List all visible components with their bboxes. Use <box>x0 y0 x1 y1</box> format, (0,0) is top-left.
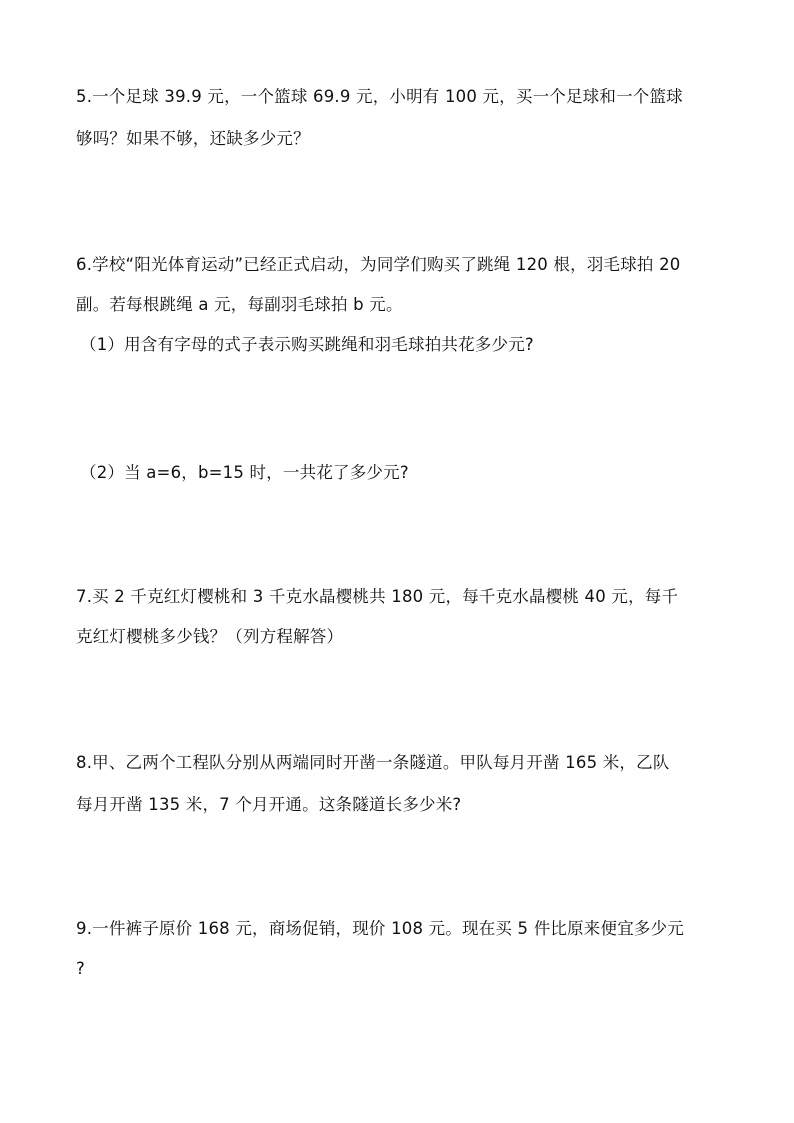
question-text-line: 副。若每根跳绳 a 元，每副羽毛球拍 b 元。 <box>76 295 403 314</box>
question-text-line: 克红灯樱桃多少钱？（列方程解答） <box>76 627 344 646</box>
question-text-line: 6.学校“阳光体育运动”已经正式启动，为同学们购买了跳绳 120 根，羽毛球拍 20 <box>76 255 681 274</box>
question-text-line: 5.一个足球 39.9 元，一个篮球 69.9 元，小明有 100 元，买一个足球和一个篮球 <box>76 87 683 106</box>
question-text-line: 够吗？如果不够，还缺多少元？ <box>76 129 310 148</box>
question-text-line: ? <box>76 959 85 978</box>
question-text-line: 7.买 2 千克红灯樱桃和 3 千克水晶樱桃共 180 元，每千克水晶樱桃 40 元，每千 <box>76 587 679 606</box>
question-text-line: 8.甲、乙两个工程队分别从两端同时开凿一条隧道。甲队每月开凿 165 米，乙队 <box>76 753 670 772</box>
question-text-line: 每月开凿 135 米，7 个月开通。这条隧道长多少米? <box>76 795 462 814</box>
sub-question-2: （2）当 a=6，b=15 时，一共花了多少元? <box>80 463 409 482</box>
sub-question-1: （1）用含有字母的式子表示购买跳绳和羽毛球拍共花多少元? <box>80 335 534 354</box>
question-text-line: 9.一件裤子原价 168 元，商场促销，现价 108 元。现在买 5 件比原来便宜多少元 <box>76 919 684 938</box>
